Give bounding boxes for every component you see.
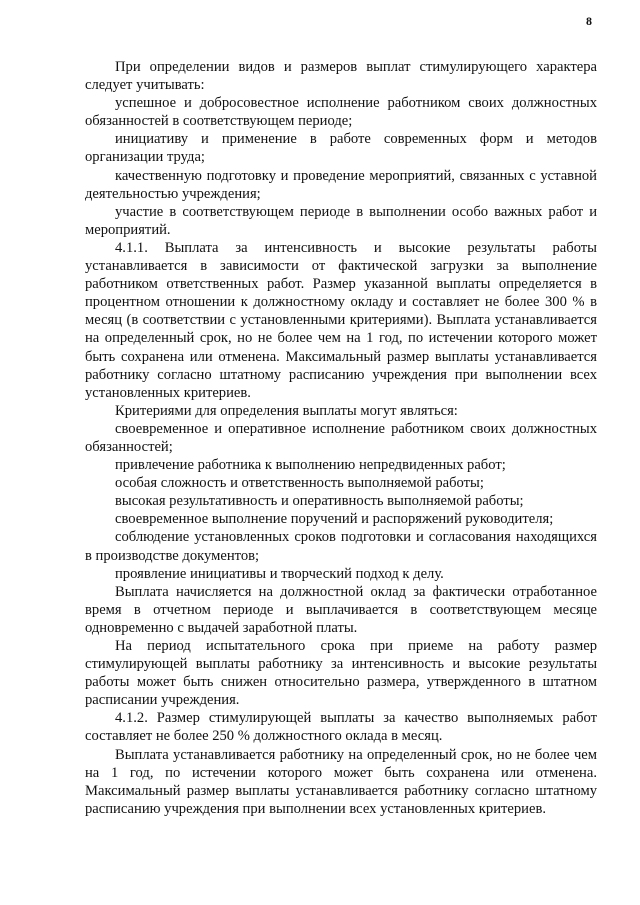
paragraph-criterion: проявление инициативы и творческий подход к делу. <box>115 565 444 582</box>
paragraph-criteria-heading: Критериями для определения выплаты могут являться: <box>115 402 458 419</box>
paragraph-list-item: успешное и добросовестное исполнение работником своих должностных обязанностей в соответствующем периоде; <box>85 95 597 130</box>
page-number: 8 <box>586 14 592 28</box>
paragraph-criterion: своевременное и оперативное исполнение работником своих должностных обязанностей; <box>85 420 597 455</box>
paragraph-criterion: своевременное выполнение поручений и распоряжений руководителя; <box>115 511 554 528</box>
paragraph-list-item: качественную подготовку и проведение мероприятий, связанных с уставной деятельностью учреждения; <box>85 167 597 202</box>
paragraph-quality-payment: Выплата устанавливается работнику на определенный срок, но не более чем на 1 год, по истечении которого может быть сохранена или отменена. Максимальный размер выплаты устанавливается работнику согласно штатному расписанию учреждения при выполнении всех установленных критериев. <box>85 746 597 817</box>
paragraph-accrual: Выплата начисляется на должностной оклад за фактически отработанное время в отчетном периоде и выплачивается в соответствующем месяце одновременно с выдачей заработной платы. <box>85 583 597 636</box>
paragraph-section-4-1-1: 4.1.1. Выплата за интенсивность и высокие результаты работы устанавливается в зависимости от фактической загрузки за выполнение работником ответственных работ. Размер указанной выплаты определяется в процентном отношении к должностному окладу и составляет не более 300 % в месяц (в соответствии с установленными критериями). Выплата устанавливается на определенный срок, но не более чем на 1 год, по истечении которого может быть сохранена или отменена. Максимальный размер выплаты устанавливается работнику согласно штатному расписанию учреждения при выполнении всех установленных критериев. <box>85 239 597 401</box>
body-text <box>85 58 597 818</box>
paragraph-probation: На период испытательного срока при приеме на работу размер стимулирующей выплаты работнику за интенсивность и высокие результаты работы может быть снижен относительно размера, утвержденного в штатном расписании учреждения. <box>85 638 597 709</box>
paragraph-criterion: привлечение работника к выполнению непредвиденных работ; <box>115 457 506 474</box>
paragraph-criterion: особая сложность и ответственность выполняемой работы; <box>115 475 484 492</box>
paragraph-list-item: инициативу и применение в работе современных форм и методов организации труда; <box>85 131 597 166</box>
paragraph-criterion: соблюдение установленных сроков подготовки и согласования находящихся в производстве документов; <box>85 529 597 564</box>
paragraph-list-item: участие в соответствующем периоде в выполнении особо важных работ и мероприятий. <box>85 203 597 238</box>
paragraph-criterion: высокая результативность и оперативность выполняемой работы; <box>115 493 524 510</box>
paragraph-intro: При определении видов и размеров выплат стимулирующего характера следует учитывать: <box>85 59 597 94</box>
paragraph-section-4-1-2: 4.1.2. Размер стимулирующей выплаты за качество выполняемых работ составляет не более 250 % должностного оклада в месяц. <box>85 710 597 745</box>
